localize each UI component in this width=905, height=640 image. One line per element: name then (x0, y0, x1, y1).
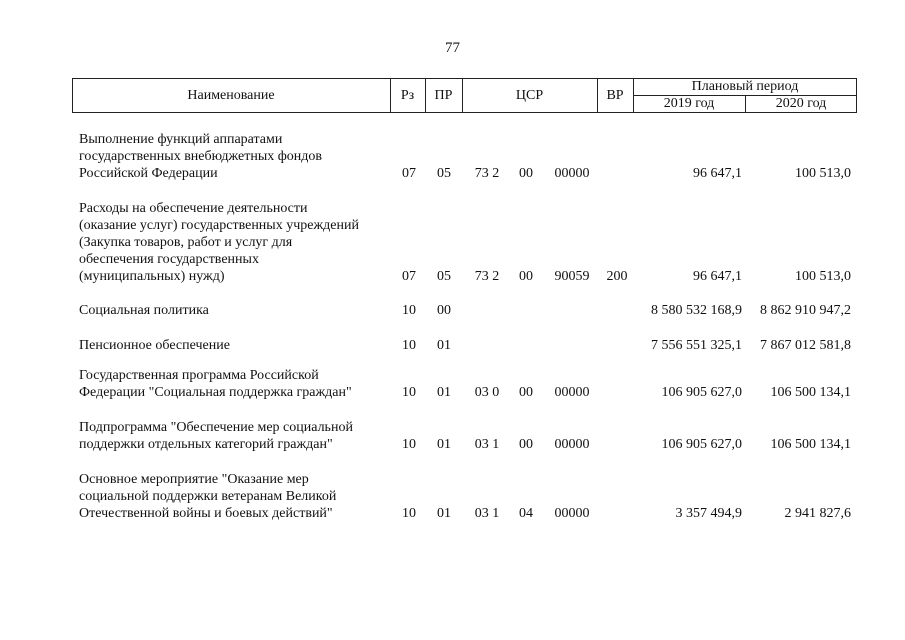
header-planned-period: Плановый период (691, 79, 799, 94)
row-name-line: Российской Федерации (79, 166, 218, 181)
row-name (79, 200, 389, 285)
table-row (0, 200, 905, 285)
cell-rz: 10 (402, 338, 416, 353)
row-name-line: обеспечения государственных (79, 252, 259, 267)
row-name-line: Социальная политика (79, 303, 209, 318)
cell-rz: 10 (402, 385, 416, 400)
cell-pr: 05 (437, 166, 451, 181)
cell-2020: 100 513,0 (795, 269, 851, 284)
table-row (0, 471, 905, 522)
header-name: Наименование (187, 88, 275, 103)
cell-vr: 200 (606, 269, 628, 284)
cell-csr-direction: 90059 (554, 269, 590, 284)
row-name (79, 471, 389, 522)
cell-rz: 10 (402, 506, 416, 521)
row-name (79, 419, 389, 453)
cell-2019: 96 647,1 (693, 166, 742, 181)
cell-2020: 100 513,0 (795, 166, 851, 181)
table-row (0, 302, 905, 319)
cell-2019: 8 580 532 168,9 (651, 303, 742, 318)
cell-2019: 3 357 494,9 (675, 506, 742, 521)
cell-csr-direction: 00000 (554, 506, 590, 521)
cell-csr-program: 73 2 (474, 269, 500, 284)
cell-2019: 7 556 551 325,1 (651, 338, 742, 353)
cell-csr-direction: 00000 (554, 437, 590, 452)
cell-pr: 01 (437, 338, 451, 353)
cell-2020: 106 500 134,1 (770, 437, 851, 452)
header-csr: ЦСР (515, 88, 544, 103)
cell-csr-direction: 00000 (554, 166, 590, 181)
cell-pr: 00 (437, 303, 451, 318)
row-name-line: Расходы на обеспечение деятельности (79, 201, 308, 216)
table-row (0, 337, 905, 354)
row-name-line: (муниципальных) нужд) (79, 269, 225, 284)
cell-csr-event: 04 (519, 506, 533, 521)
row-name-line: Подпрограмма "Обеспечение мер социальной (79, 420, 353, 435)
row-name-line: поддержки отдельных категорий граждан" (79, 437, 333, 452)
header-vr: ВР (606, 88, 624, 103)
cell-csr-direction: 00000 (554, 385, 590, 400)
row-name (79, 131, 389, 182)
row-name-line: Выполнение функций аппаратами (79, 132, 283, 147)
cell-rz: 07 (402, 269, 416, 284)
cell-2019: 96 647,1 (693, 269, 742, 284)
cell-csr-event: 00 (519, 437, 533, 452)
row-name (79, 337, 389, 354)
cell-2020: 106 500 134,1 (770, 385, 851, 400)
row-name-line: социальной поддержки ветеранам Великой (79, 489, 337, 504)
row-name-line: государственных внебюджетных фондов (79, 149, 323, 164)
cell-csr-program: 73 2 (474, 166, 500, 181)
row-name-line: Основное мероприятие "Оказание мер (79, 472, 309, 487)
cell-rz: 07 (402, 166, 416, 181)
cell-csr-program: 03 1 (474, 437, 500, 452)
table-row (0, 419, 905, 453)
cell-rz: 10 (402, 437, 416, 452)
row-name (79, 367, 389, 401)
cell-rz: 10 (402, 303, 416, 318)
cell-csr-program: 03 1 (474, 506, 500, 521)
header-rz: Рз (400, 88, 415, 103)
header-pr: ПР (434, 88, 453, 103)
row-name-line: Государственная программа Российской (79, 368, 319, 383)
table-row (0, 131, 905, 182)
cell-2020: 2 941 827,6 (784, 506, 851, 521)
cell-2020: 8 862 910 947,2 (760, 303, 851, 318)
cell-csr-event: 00 (519, 385, 533, 400)
row-name (79, 302, 389, 319)
cell-csr-event: 00 (519, 166, 533, 181)
cell-pr: 01 (437, 437, 451, 452)
cell-pr: 05 (437, 269, 451, 284)
cell-csr-event: 00 (519, 269, 533, 284)
row-name-line: (Закупка товаров, работ и услуг для (79, 235, 293, 250)
row-name-line: (оказание услуг) государственных учреждений (79, 218, 359, 233)
row-name-line: Пенсионное обеспечение (79, 338, 230, 353)
header-year-2019: 2019 год (663, 96, 715, 111)
table-row (0, 367, 905, 401)
cell-pr: 01 (437, 385, 451, 400)
cell-csr-program: 03 0 (474, 385, 500, 400)
row-name-line: Федерации "Социальная поддержка граждан" (79, 385, 352, 400)
row-name-line: Отечественной войны и боевых действий" (79, 506, 333, 521)
cell-2019: 106 905 627,0 (661, 437, 742, 452)
cell-2020: 7 867 012 581,8 (760, 338, 851, 353)
cell-pr: 01 (437, 506, 451, 521)
cell-2019: 106 905 627,0 (661, 385, 742, 400)
page-number: 77 (445, 40, 460, 56)
header-year-2020: 2020 год (775, 96, 827, 111)
